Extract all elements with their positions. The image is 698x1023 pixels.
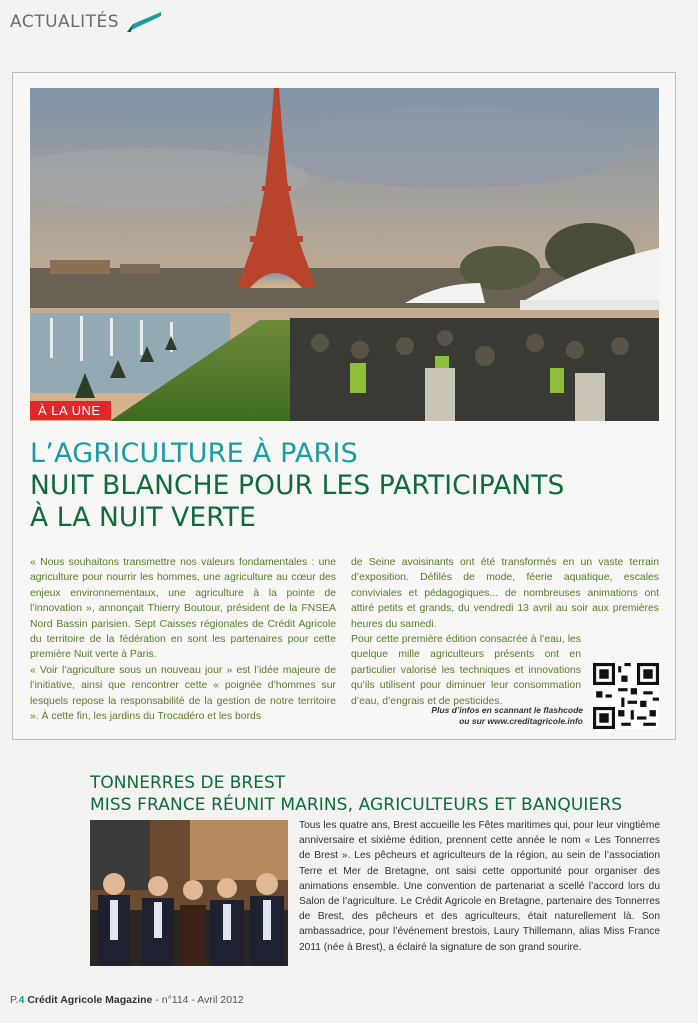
section-header xyxy=(10,8,161,36)
qr-note-line: Plus d’infos en scannant le flashcode xyxy=(431,705,583,715)
main-article xyxy=(12,72,676,740)
hero-photo xyxy=(30,88,659,421)
right-paragraph: Pour cette première édition consacrée à l’eau, les quelque mille agriculteurs présents ont en particulier valorisé les techniques et innovations qu’ils utilisent pour diminuer leur consommation d’eau, d’engrais et de pesticides. xyxy=(351,634,581,707)
section-flag-icon xyxy=(127,12,161,32)
headline-line1: L’AGRICULTURE À PARIS xyxy=(30,438,359,469)
issue-info: - n°114 - Avril 2012 xyxy=(152,994,244,1006)
qr-note-link[interactable]: ou sur www.creditagricole.info xyxy=(459,716,583,726)
a-la-une-tag: À LA UNE xyxy=(30,401,111,420)
page-number: 4 xyxy=(18,994,25,1006)
main-body-left xyxy=(30,555,336,724)
second-title-line2: MISS FRANCE RÉUNIT MARINS, AGRICULTEURS ET BANQUIERS xyxy=(90,795,623,815)
second-article-photo xyxy=(90,820,288,966)
left-paragraph: « Voir l’agriculture sous un nouveau jour » est l’idée majeure de l’initiative, ainsi que rencontrer cette « poignée d’hommes sur lesquels repose la responsabilité de la gestion de notre territoire ». À cette fin, les jardins du Trocadéro et les bords xyxy=(30,664,336,723)
page-prefix: P. xyxy=(10,994,19,1006)
qr-code-icon[interactable] xyxy=(593,663,659,729)
headline-line2a: NUIT BLANCHE POUR LES PARTICIPANTS xyxy=(30,470,565,501)
magazine-name: Crédit Agricole Magazine xyxy=(27,994,153,1006)
main-headline xyxy=(30,438,660,534)
headline-line2b: À LA NUIT VERTE xyxy=(30,502,256,533)
second-article-body: Tous les quatre ans, Brest accueille les Fêtes maritimes qui, pour leur vingtième anniversaire et sixième édition, prennent cette année le nom « Les Tonnerres de Brest ». Les pêcheurs et agriculteurs de la région, au sein de l’association Terre et Mer de Bretagne, ont saisi cette opportunité pour organiser des animations ensemble. Une convention de partenariat a scellé l’accord lors du Salon de l’agriculture. Le Crédit Agricole en Bretagne, partenaire des Tonnerres de Brest, des pêcheurs et des agriculteurs, était naturellement là. Son ambassadrice, pour l’événement brestois, Laury Thillemann, alias Miss France 2011 (née à Brest), a éclairé la signature de son grand sourire. xyxy=(299,820,660,953)
section-title: ACTUALITÉS xyxy=(10,12,120,32)
left-paragraph: « Nous souhaitons transmettre nos valeurs fondamentales : une agriculture pour nourrir les hommes, une agriculture au cœur des enjeux environnementaux, une agriculture à la pointe de l’innovation », annonçait Thierry Boutour, président de la FNSEA Nord Bassin parisien. Sept Caisses régionales de Crédit Agricole du territoire de la fédération en sont les partenaires pour cette première Nuit verte à Paris. xyxy=(30,557,336,661)
page-footer xyxy=(10,994,244,1006)
right-paragraph: de Seine avoisinants ont été transformés en un vaste terrain d’exposition. Défilés de mode, féerie aquatique, escales conviviales et pédagogiques... de nombreuses animations ont attiré petits et grands, du vendredi 13 avril au soir aux premières heures du samedi. xyxy=(351,557,659,630)
second-title-line1: TONNERRES DE BREST xyxy=(90,773,286,793)
second-article-title xyxy=(90,772,622,816)
qr-note xyxy=(368,705,583,727)
